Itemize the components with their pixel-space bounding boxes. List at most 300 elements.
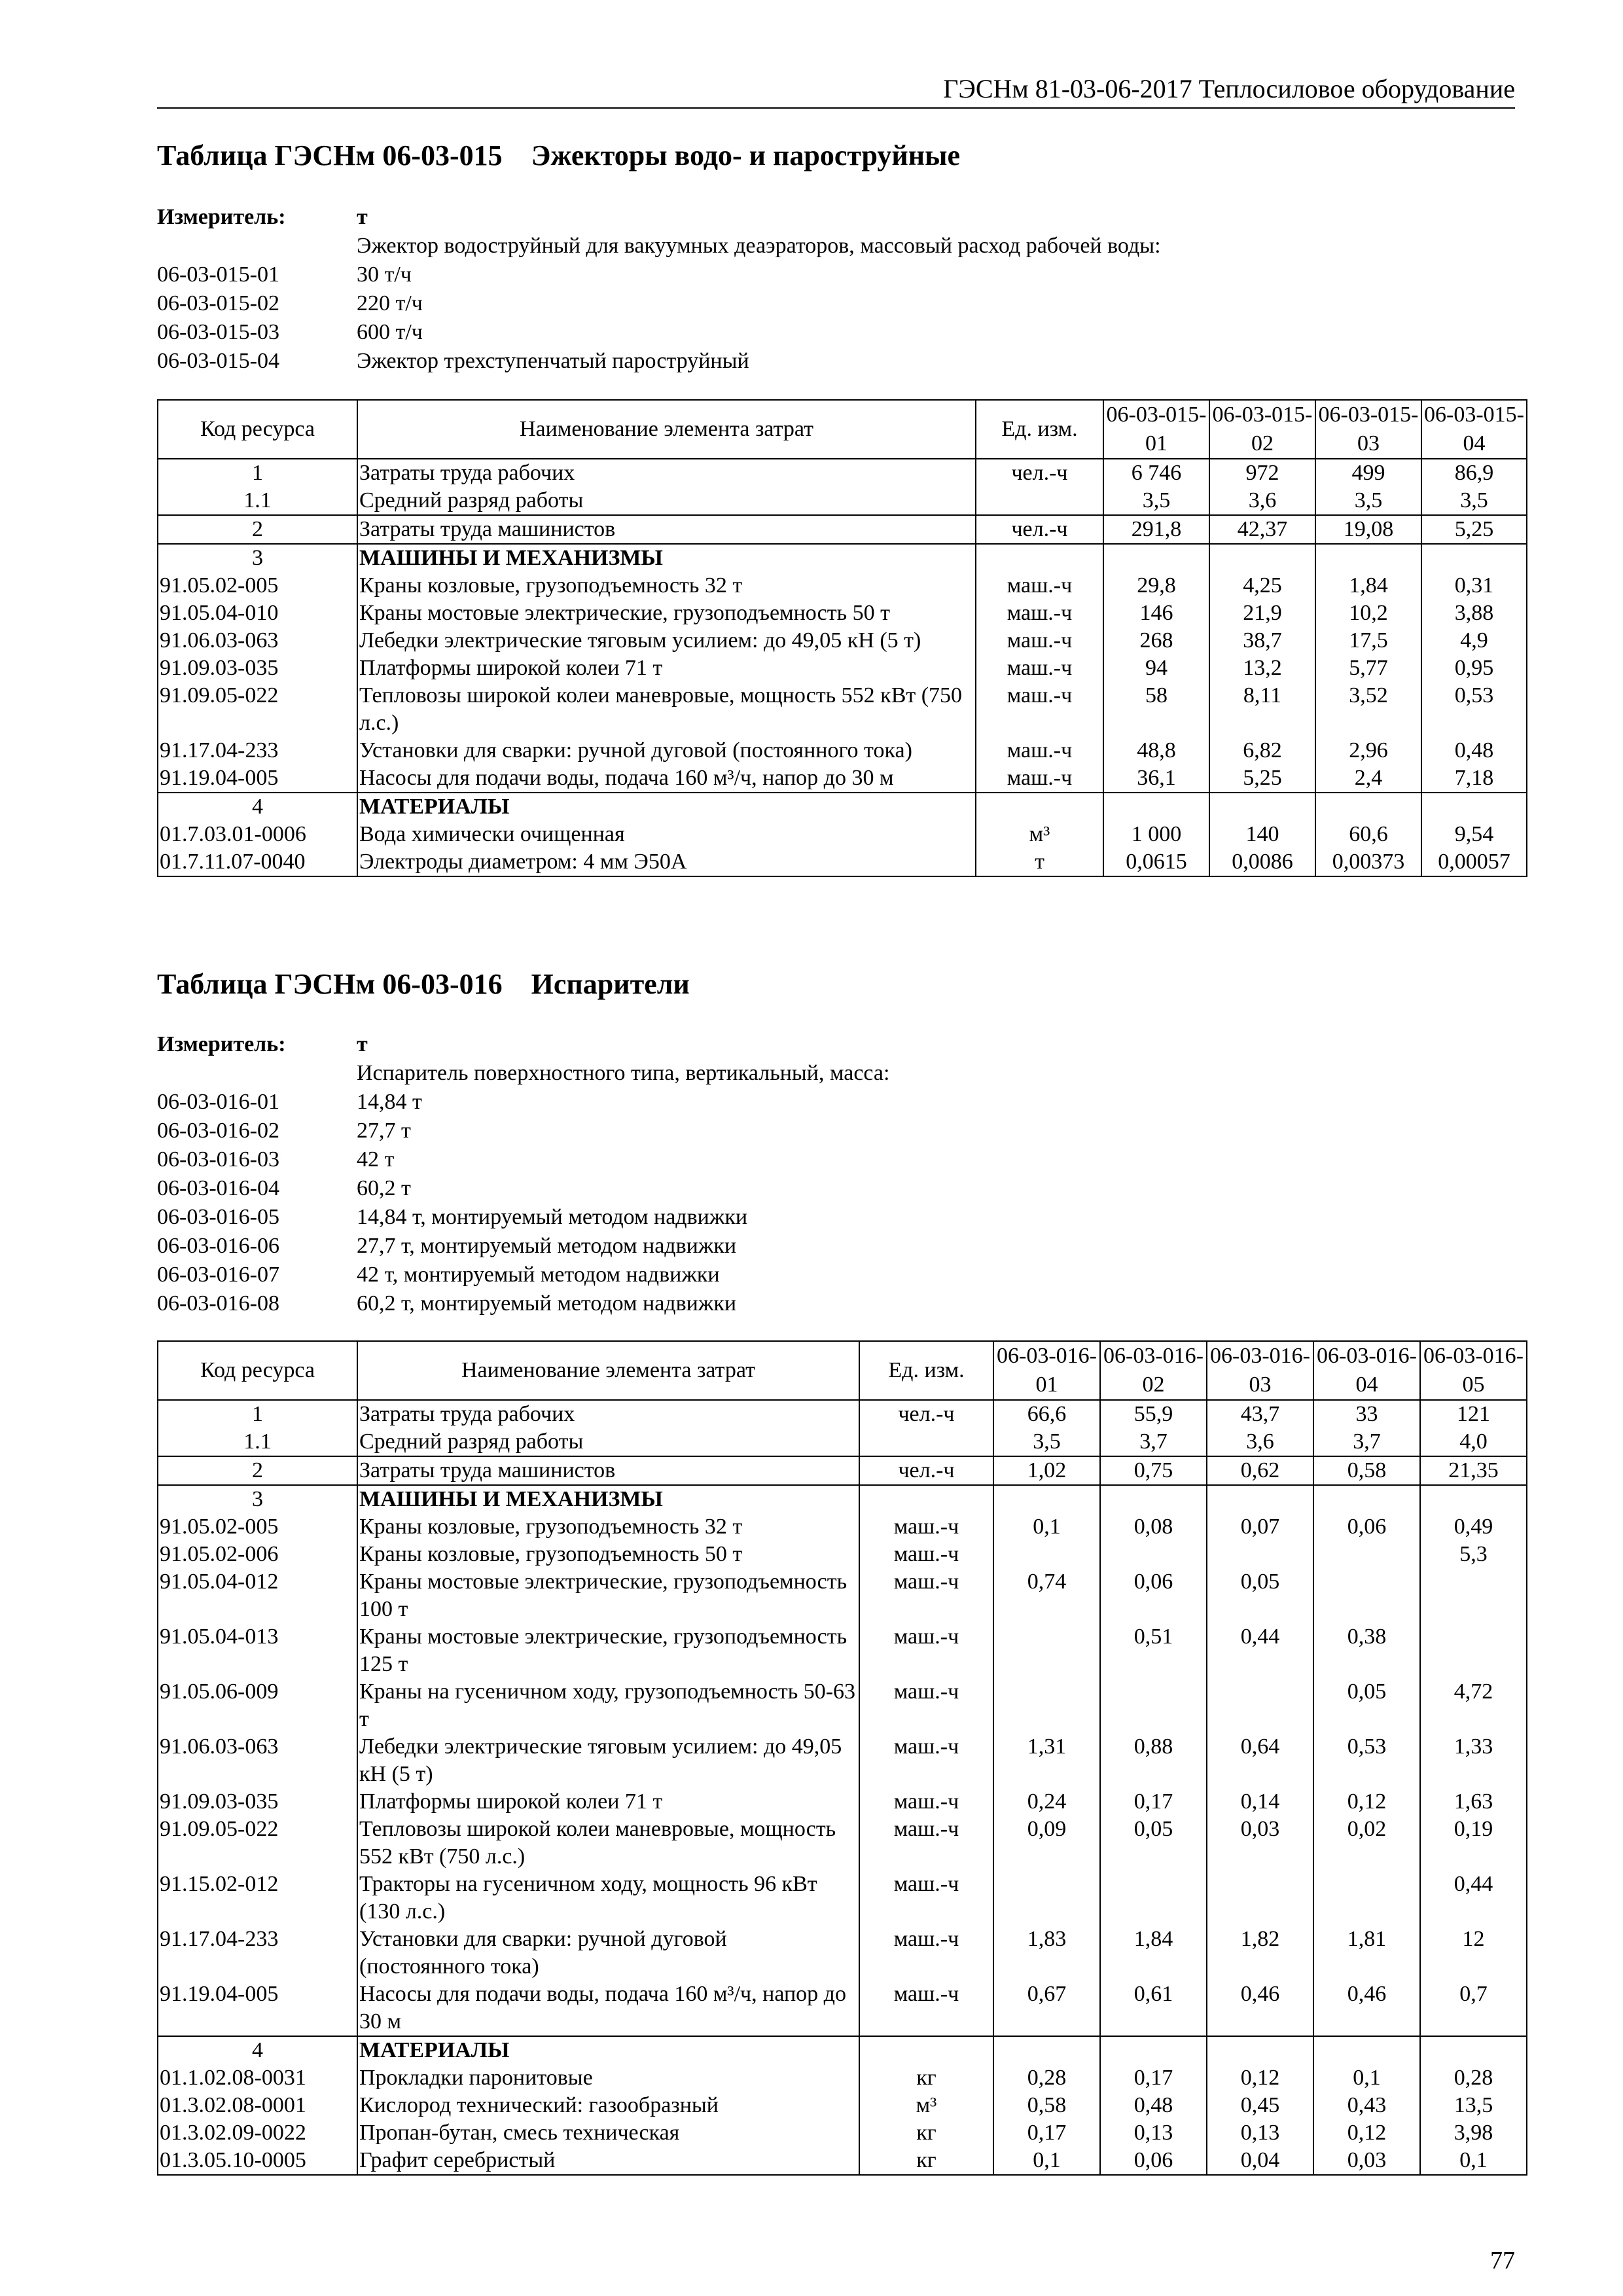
norm-value-cell: 0,31	[1421, 572, 1527, 600]
cost-element-name-cell: Краны мостовые электрические, грузоподъемность 125 т	[357, 1623, 859, 1678]
column-header: 06-03-016-04	[1313, 1341, 1420, 1400]
norm-value-cell	[993, 2036, 1100, 2064]
norm-value-cell: 0,08	[1100, 1513, 1207, 1541]
cost-element-name-cell: Затраты труда рабочих	[357, 1400, 859, 1428]
norm-value-cell: 5,25	[1421, 515, 1527, 544]
norm-value-cell: 268	[1103, 627, 1209, 655]
norm-value-cell	[1420, 2036, 1527, 2064]
unit-cell: маш.-ч	[859, 1981, 993, 2036]
unit-cell: маш.-ч	[859, 1541, 993, 1568]
norm-value-cell: 0,28	[993, 2064, 1100, 2092]
norm-value-cell: 4,0	[1420, 1428, 1527, 1456]
meter-item-code: 06-03-015-02	[157, 291, 279, 315]
meter-item-row	[157, 1289, 1515, 1318]
norm-value-cell: 0,51	[1100, 1623, 1207, 1678]
cost-element-name-cell: Тепловозы широкой колеи маневровые, мощность 552 кВт (750 л.с.)	[357, 1816, 859, 1871]
norm-value-cell	[1100, 1871, 1207, 1926]
resource-code-cell: 91.15.02-012	[158, 1871, 357, 1926]
resource-code-cell: 1.1	[158, 1428, 357, 1456]
resource-code-cell: 01.1.02.08-0031	[158, 2064, 357, 2092]
unit-cell: кг	[859, 2119, 993, 2147]
cost-element-name-cell: Лебедки электрические тяговым усилием: до 49,05 кН (5 т)	[357, 1733, 859, 1788]
meter-item-code: 06-03-016-01	[157, 1090, 279, 1114]
norm-value-cell: 4,72	[1420, 1678, 1527, 1733]
cost-element-name-cell: Средний разряд работы	[357, 1428, 859, 1456]
norm-value-cell: 0,17	[993, 2119, 1100, 2147]
norm-value-cell	[1103, 793, 1209, 821]
meter-item-row	[157, 1117, 1515, 1145]
meter-item-text: 42 т	[357, 1147, 395, 1172]
meter-item-row	[157, 1088, 1515, 1117]
norm-value-cell: 0,28	[1420, 2064, 1527, 2092]
meter-item-text: 14,84 т	[357, 1090, 422, 1114]
table-row	[158, 627, 1527, 655]
norm-value-cell	[1207, 1678, 1313, 1733]
unit-cell: кг	[859, 2064, 993, 2092]
resource-code-cell: 91.09.05-022	[158, 682, 357, 737]
column-header: Ед. изм.	[859, 1341, 993, 1400]
table-row	[158, 1456, 1527, 1485]
meter-item-row	[157, 1145, 1515, 1174]
table-row	[158, 764, 1527, 793]
table-row	[158, 1788, 1527, 1816]
unit-cell: маш.-ч	[976, 737, 1103, 764]
resource-code-cell: 91.05.06-009	[158, 1678, 357, 1733]
norm-value-cell	[1313, 2036, 1420, 2064]
unit-cell	[976, 487, 1103, 515]
norm-value-cell	[1207, 1871, 1313, 1926]
column-header: 06-03-016-01	[993, 1341, 1100, 1400]
meter-unit: т	[357, 205, 368, 229]
norm-value-cell: 1,63	[1420, 1788, 1527, 1816]
resource-code-cell: 91.05.04-010	[158, 600, 357, 627]
table-row	[158, 1678, 1527, 1733]
norm-value-cell: 0,04	[1207, 2147, 1313, 2175]
unit-cell: маш.-ч	[859, 1733, 993, 1788]
norm-value-cell	[1421, 793, 1527, 821]
norm-value-cell: 55,9	[1100, 1400, 1207, 1428]
norm-value-cell: 0,62	[1207, 1456, 1313, 1485]
unit-cell: маш.-ч	[859, 1623, 993, 1678]
unit-cell: чел.-ч	[976, 459, 1103, 487]
norm-value-cell: 3,7	[1100, 1428, 1207, 1456]
column-header: 06-03-016-03	[1207, 1341, 1313, 1400]
meter-item-code: 06-03-016-08	[157, 1291, 279, 1316]
column-header: Наименование элемента затрат	[357, 400, 976, 459]
cost-element-name-cell: Затраты труда рабочих	[357, 459, 976, 487]
norm-value-cell: 10,2	[1315, 600, 1421, 627]
cost-element-name-cell: Пропан-бутан, смесь техническая	[357, 2119, 859, 2147]
norm-value-cell: 7,18	[1421, 764, 1527, 793]
meter-item-text: 27,7 т	[357, 1119, 411, 1143]
meter-item-code: 06-03-015-03	[157, 320, 279, 344]
column-header: 06-03-015-04	[1421, 400, 1527, 459]
norm-value-cell: 0,46	[1207, 1981, 1313, 2036]
cost-element-name-cell: Вода химически очищенная	[357, 821, 976, 848]
resource-code-cell: 3	[158, 544, 357, 572]
unit-cell: маш.-ч	[859, 1816, 993, 1871]
resource-code-cell: 91.19.04-005	[158, 764, 357, 793]
table-row	[158, 2036, 1527, 2064]
table-row	[158, 1981, 1527, 2036]
cost-element-name-cell: Краны мостовые электрические, грузоподъемность 100 т	[357, 1568, 859, 1623]
resource-code-cell: 91.09.03-035	[158, 655, 357, 682]
table-row	[158, 1733, 1527, 1788]
norm-value-cell: 0,06	[1313, 1513, 1420, 1541]
norm-value-cell	[1100, 1485, 1207, 1513]
unit-cell: маш.-ч	[976, 655, 1103, 682]
norm-value-cell: 0,06	[1100, 1568, 1207, 1623]
norm-value-cell: 972	[1209, 459, 1315, 487]
unit-cell: маш.-ч	[976, 600, 1103, 627]
norm-value-cell: 94	[1103, 655, 1209, 682]
norm-value-cell: 146	[1103, 600, 1209, 627]
unit-cell	[976, 544, 1103, 572]
norm-value-cell: 0,03	[1207, 1816, 1313, 1871]
norm-value-cell: 86,9	[1421, 459, 1527, 487]
cost-element-name-cell: Графит серебристый	[357, 2147, 859, 2175]
unit-cell: маш.-ч	[976, 572, 1103, 600]
meter-item-text: 30 т/ч	[357, 262, 412, 287]
norm-value-cell: 291,8	[1103, 515, 1209, 544]
norm-value-cell: 3,98	[1420, 2119, 1527, 2147]
norm-value-cell: 4,9	[1421, 627, 1527, 655]
table-row	[158, 600, 1527, 627]
norm-value-cell: 2,96	[1315, 737, 1421, 764]
norm-value-cell: 0,95	[1421, 655, 1527, 682]
norm-value-cell: 3,52	[1315, 682, 1421, 737]
resource-code-cell: 01.3.02.09-0022	[158, 2119, 357, 2147]
meter-item-text: Эжектор трехступенчатый пароструйный	[357, 349, 749, 373]
cost-element-name-cell: Установки для сварки: ручной дуговой (постоянного тока)	[357, 1926, 859, 1981]
norm-value-cell	[1209, 544, 1315, 572]
norm-value-cell: 0,53	[1313, 1733, 1420, 1788]
norm-value-cell: 0,53	[1421, 682, 1527, 737]
cost-element-name-cell: Установки для сварки: ручной дуговой (постоянного тока)	[357, 737, 976, 764]
table-row	[158, 2092, 1527, 2119]
norm-value-cell: 0,03	[1313, 2147, 1420, 2175]
norm-value-cell: 3,7	[1313, 1428, 1420, 1456]
norm-value-cell: 0,74	[993, 1568, 1100, 1623]
norm-value-cell: 121	[1420, 1400, 1527, 1428]
resource-code-cell: 91.05.02-005	[158, 572, 357, 600]
resource-code-cell: 91.05.02-005	[158, 1513, 357, 1541]
meter-item-row	[157, 347, 1515, 376]
norm-value-cell: 0,13	[1100, 2119, 1207, 2147]
norm-value-cell	[1103, 544, 1209, 572]
norm-value-cell: 5,77	[1315, 655, 1421, 682]
norm-value-cell: 21,9	[1209, 600, 1315, 627]
norm-value-cell: 17,5	[1315, 627, 1421, 655]
unit-cell: м³	[859, 2092, 993, 2119]
table-row	[158, 459, 1527, 487]
document-header: ГЭСНм 81-03-06-2017 Теплосиловое оборудование	[943, 74, 1515, 103]
norm-value-cell: 6,82	[1209, 737, 1315, 764]
norm-value-cell	[1207, 1485, 1313, 1513]
meter-item-text: 60,2 т	[357, 1176, 411, 1200]
norm-value-cell: 6 746	[1103, 459, 1209, 487]
norm-value-cell: 3,6	[1207, 1428, 1313, 1456]
cost-element-name-cell: Электроды диаметром: 4 мм Э50А	[357, 848, 976, 876]
norm-value-cell	[993, 1485, 1100, 1513]
table-row	[158, 1513, 1527, 1541]
norm-value-cell: 1,84	[1315, 572, 1421, 600]
norm-value-cell: 0,07	[1207, 1513, 1313, 1541]
norm-value-cell: 0,46	[1313, 1981, 1420, 2036]
meter-item-text: 42 т, монтируемый методом надвижки	[357, 1263, 720, 1287]
norm-value-cell: 1,33	[1420, 1733, 1527, 1788]
cost-element-name-cell: Насосы для подачи воды, подача 160 м³/ч, напор до 30 м	[357, 1981, 859, 2036]
norm-value-cell	[993, 1871, 1100, 1926]
norm-value-cell	[1209, 793, 1315, 821]
norm-value-cell: 38,7	[1209, 627, 1315, 655]
table-row	[158, 1485, 1527, 1513]
header-rule	[157, 107, 1515, 109]
norm-value-cell: 0,1	[993, 2147, 1100, 2175]
cost-element-name-cell: Краны козловые, грузоподъемность 32 т	[357, 572, 976, 600]
cost-element-name-cell: Тракторы на гусеничном ходу, мощность 96 кВт (130 л.с.)	[357, 1871, 859, 1926]
unit-cell	[859, 1485, 993, 1513]
meter-item-row	[157, 1232, 1515, 1261]
unit-cell	[859, 2036, 993, 2064]
norm-value-cell: 66,6	[993, 1400, 1100, 1428]
table-row	[158, 1400, 1527, 1428]
table2	[157, 1340, 1527, 2176]
norm-value-cell: 2,4	[1315, 764, 1421, 793]
cost-element-name-cell: Тепловозы широкой колеи маневровые, мощность 552 кВт (750 л.с.)	[357, 682, 976, 737]
norm-value-cell: 9,54	[1421, 821, 1527, 848]
norm-value-cell	[1100, 1541, 1207, 1568]
meter-item-text: 220 т/ч	[357, 291, 423, 315]
norm-value-cell: 1,82	[1207, 1926, 1313, 1981]
unit-cell	[976, 793, 1103, 821]
cost-element-name-cell: Кислород технический: газообразный	[357, 2092, 859, 2119]
table-row	[158, 572, 1527, 600]
norm-value-cell	[1100, 1678, 1207, 1733]
table1-header-row	[158, 400, 1527, 459]
meter-item-code: 06-03-016-03	[157, 1147, 279, 1172]
table-row	[158, 2064, 1527, 2092]
norm-value-cell	[1315, 544, 1421, 572]
meter-item-code: 06-03-015-04	[157, 349, 279, 373]
resource-code-cell: 3	[158, 1485, 357, 1513]
norm-value-cell: 29,8	[1103, 572, 1209, 600]
resource-code-cell: 91.06.03-063	[158, 627, 357, 655]
meter-item-code: 06-03-016-02	[157, 1119, 279, 1143]
norm-value-cell: 0,0086	[1209, 848, 1315, 876]
cost-element-name-cell: Насосы для подачи воды, подача 160 м³/ч, напор до 30 м	[357, 764, 976, 793]
norm-value-cell: 13,5	[1420, 2092, 1527, 2119]
cost-element-name-cell: МАТЕРИАЛЫ	[357, 793, 976, 821]
norm-value-cell: 3,5	[1103, 487, 1209, 515]
meter-item-text: 27,7 т, монтируемый методом надвижки	[357, 1234, 737, 1258]
unit-cell: маш.-ч	[976, 627, 1103, 655]
norm-value-cell	[1315, 793, 1421, 821]
norm-value-cell: 42,37	[1209, 515, 1315, 544]
norm-value-cell: 0,09	[993, 1816, 1100, 1871]
resource-code-cell: 1.1	[158, 487, 357, 515]
norm-value-cell: 1,83	[993, 1926, 1100, 1981]
norm-value-cell: 0,1	[993, 1513, 1100, 1541]
table-row	[158, 487, 1527, 515]
column-header: Код ресурса	[158, 1341, 357, 1400]
table-row	[158, 1568, 1527, 1623]
norm-value-cell: 3,5	[1315, 487, 1421, 515]
meter-item-text: 600 т/ч	[357, 320, 423, 344]
table-row	[158, 2147, 1527, 2175]
norm-value-cell: 0,00057	[1421, 848, 1527, 876]
meter-item-row	[157, 1261, 1515, 1289]
norm-value-cell: 5,25	[1209, 764, 1315, 793]
norm-value-cell: 1,02	[993, 1456, 1100, 1485]
meter-item-row	[157, 289, 1515, 318]
norm-value-cell: 48,8	[1103, 737, 1209, 764]
unit-cell: маш.-ч	[859, 1788, 993, 1816]
norm-value-cell: 3,5	[993, 1428, 1100, 1456]
norm-value-cell: 0,00373	[1315, 848, 1421, 876]
unit-cell: маш.-ч	[859, 1568, 993, 1623]
table1-description: Эжектор водоструйный для вакуумных деаэраторов, массовый расход рабочей воды:	[357, 234, 1161, 258]
resource-code-cell: 01.7.03.01-0006	[158, 821, 357, 848]
norm-value-cell: 0,05	[1207, 1568, 1313, 1623]
norm-value-cell: 33	[1313, 1400, 1420, 1428]
resource-code-cell: 91.09.03-035	[158, 1788, 357, 1816]
table-row	[158, 737, 1527, 764]
cost-element-name-cell: Краны мостовые электрические, грузоподъемность 50 т	[357, 600, 976, 627]
meter-unit: т	[357, 1032, 368, 1056]
table1-title: Таблица ГЭСНм 06-03-015 Эжекторы водо- и пароструйные	[157, 139, 960, 171]
cost-element-name-cell: Краны козловые, грузоподъемность 32 т	[357, 1513, 859, 1541]
norm-value-cell: 5,3	[1420, 1541, 1527, 1568]
resource-code-cell: 1	[158, 459, 357, 487]
norm-value-cell: 0,58	[993, 2092, 1100, 2119]
resource-code-cell: 91.06.03-063	[158, 1733, 357, 1788]
column-header: Наименование элемента затрат	[357, 1341, 859, 1400]
meter-label: Измеритель:	[157, 205, 286, 229]
table-row	[158, 1926, 1527, 1981]
column-header: Ед. изм.	[976, 400, 1103, 459]
resource-code-cell: 01.7.11.07-0040	[158, 848, 357, 876]
norm-value-cell: 0,61	[1100, 1981, 1207, 2036]
norm-value-cell: 1 000	[1103, 821, 1209, 848]
unit-cell: т	[976, 848, 1103, 876]
norm-value-cell	[1313, 1485, 1420, 1513]
resource-code-cell: 91.05.04-012	[158, 1568, 357, 1623]
norm-value-cell: 12	[1420, 1926, 1527, 1981]
norm-value-cell: 43,7	[1207, 1400, 1313, 1428]
table-row	[158, 821, 1527, 848]
unit-cell: маш.-ч	[859, 1871, 993, 1926]
table-row	[158, 2119, 1527, 2147]
table2-title: Таблица ГЭСНм 06-03-016 Испарители	[157, 968, 690, 1000]
norm-value-cell: 0,44	[1420, 1871, 1527, 1926]
meter-item-code: 06-03-016-05	[157, 1205, 279, 1229]
cost-element-name-cell: МАТЕРИАЛЫ	[357, 2036, 859, 2064]
norm-value-cell: 8,11	[1209, 682, 1315, 737]
norm-value-cell: 499	[1315, 459, 1421, 487]
norm-value-cell: 0,05	[1313, 1678, 1420, 1733]
norm-value-cell: 0,1	[1420, 2147, 1527, 2175]
norm-value-cell: 58	[1103, 682, 1209, 737]
norm-value-cell: 0,14	[1207, 1788, 1313, 1816]
column-header: 06-03-015-01	[1103, 400, 1209, 459]
norm-value-cell: 4,25	[1209, 572, 1315, 600]
norm-value-cell	[1313, 1541, 1420, 1568]
unit-cell: маш.-ч	[859, 1678, 993, 1733]
norm-value-cell: 0,38	[1313, 1623, 1420, 1678]
norm-value-cell: 0,05	[1100, 1816, 1207, 1871]
norm-value-cell: 0,12	[1313, 2119, 1420, 2147]
table-row	[158, 1816, 1527, 1871]
norm-value-cell	[1207, 2036, 1313, 2064]
norm-value-cell: 0,06	[1100, 2147, 1207, 2175]
cost-element-name-cell: Средний разряд работы	[357, 487, 976, 515]
norm-value-cell: 0,19	[1420, 1816, 1527, 1871]
meter-item-code: 06-03-016-07	[157, 1263, 279, 1287]
norm-value-cell: 0,24	[993, 1788, 1100, 1816]
norm-value-cell: 0,17	[1100, 2064, 1207, 2092]
norm-value-cell	[1420, 1623, 1527, 1678]
norm-value-cell: 1,31	[993, 1733, 1100, 1788]
meter-item-row	[157, 318, 1515, 347]
resource-code-cell: 4	[158, 793, 357, 821]
meter-item-code: 06-03-016-06	[157, 1234, 279, 1258]
table-row	[158, 544, 1527, 572]
unit-cell: м³	[976, 821, 1103, 848]
norm-value-cell	[993, 1678, 1100, 1733]
resource-code-cell: 01.3.02.08-0001	[158, 2092, 357, 2119]
table-row	[158, 1541, 1527, 1568]
norm-value-cell: 1,81	[1313, 1926, 1420, 1981]
norm-value-cell: 0,64	[1207, 1733, 1313, 1788]
page-number: 77	[1490, 2247, 1515, 2274]
unit-cell: маш.-ч	[976, 764, 1103, 793]
table1	[157, 399, 1527, 877]
resource-code-cell: 91.05.04-013	[158, 1623, 357, 1678]
table-row	[158, 793, 1527, 821]
table-row	[158, 515, 1527, 544]
norm-value-cell: 0,48	[1421, 737, 1527, 764]
norm-value-cell: 0,7	[1420, 1981, 1527, 2036]
norm-value-cell: 36,1	[1103, 764, 1209, 793]
resource-code-cell: 1	[158, 1400, 357, 1428]
column-header: 06-03-016-02	[1100, 1341, 1207, 1400]
unit-cell	[859, 1428, 993, 1456]
unit-cell: чел.-ч	[859, 1400, 993, 1428]
table2-header-row	[158, 1341, 1527, 1400]
meter-item-row	[157, 1174, 1515, 1203]
table1-meta	[157, 203, 1515, 376]
cost-element-name-cell: Платформы широкой колеи 71 т	[357, 655, 976, 682]
resource-code-cell: 91.19.04-005	[158, 1981, 357, 2036]
column-header: 06-03-016-05	[1420, 1341, 1527, 1400]
norm-value-cell: 0,43	[1313, 2092, 1420, 2119]
cost-element-name-cell: Лебедки электрические тяговым усилием: до 49,05 кН (5 т)	[357, 627, 976, 655]
meter-item-text: 14,84 т, монтируемый методом надвижки	[357, 1205, 748, 1229]
table-row	[158, 682, 1527, 737]
norm-value-cell	[1420, 1568, 1527, 1623]
table2-meta	[157, 1030, 1515, 1318]
norm-value-cell: 140	[1209, 821, 1315, 848]
meter-item-code: 06-03-015-01	[157, 262, 279, 287]
meter-item-text: 60,2 т, монтируемый методом надвижки	[357, 1291, 737, 1316]
norm-value-cell: 0,13	[1207, 2119, 1313, 2147]
cost-element-name-cell: Прокладки паронитовые	[357, 2064, 859, 2092]
unit-cell: маш.-ч	[859, 1513, 993, 1541]
norm-value-cell: 0,48	[1100, 2092, 1207, 2119]
table-row	[158, 848, 1527, 876]
cost-element-name-cell: Платформы широкой колеи 71 т	[357, 1788, 859, 1816]
